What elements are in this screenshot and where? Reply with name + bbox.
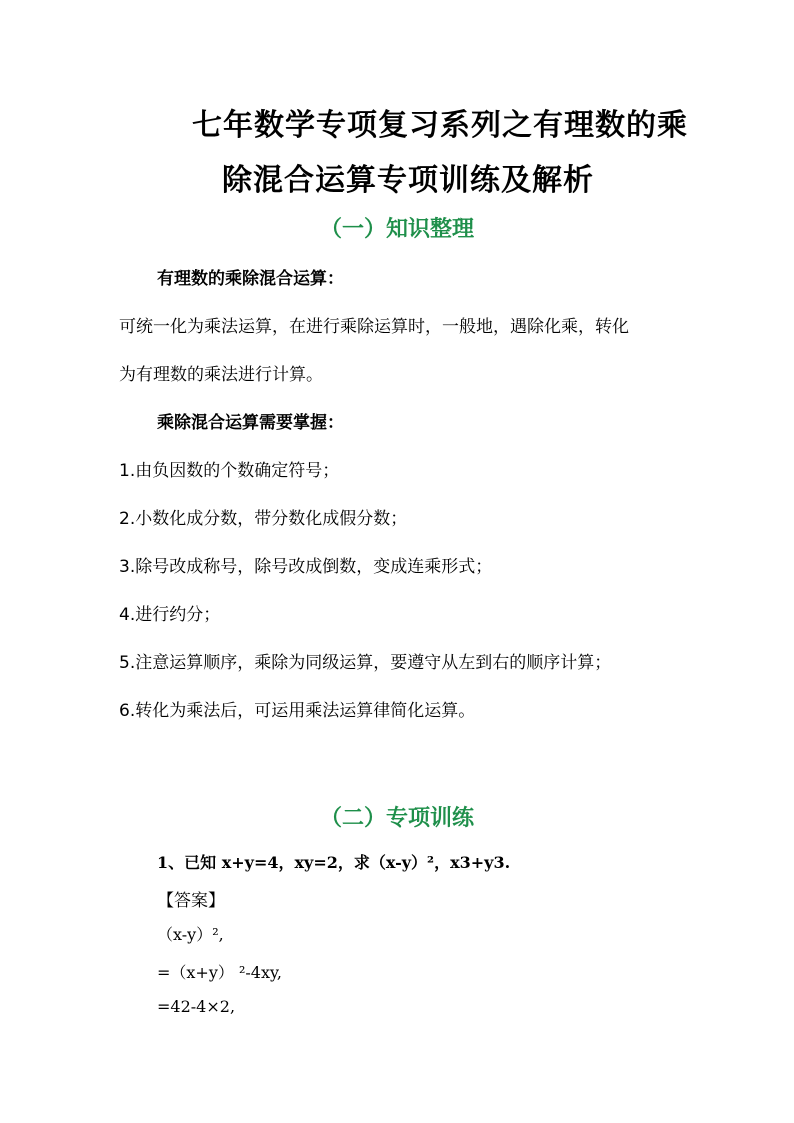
answer-label: 【答案】 bbox=[157, 891, 225, 911]
section-heading-training: （二）专项训练 bbox=[319, 805, 474, 831]
list-item: 2.小数化成分数，带分数化成假分数； bbox=[119, 509, 408, 529]
question-1: 1、已知 x+y=4，xy=2，求（x-y）²，x3+y3. bbox=[157, 853, 511, 872]
title-line-2: 除混合运算专项训练及解析 bbox=[222, 163, 594, 198]
answer-line: （x-y）², bbox=[157, 925, 224, 944]
paragraph-line-1: 可统一化为乘法运算，在进行乘除运算时，一般地，遇除化乘，转化 bbox=[119, 317, 629, 337]
answer-line: =（x+y） ²-4xy, bbox=[157, 963, 282, 982]
paragraph-line-2: 为有理数的乘法进行计算。 bbox=[119, 365, 323, 385]
answer-line: =42-4×2, bbox=[157, 997, 236, 1016]
subheading-mixed-operations: 有理数的乘除混合运算： bbox=[157, 269, 344, 289]
subheading-must-master: 乘除混合运算需要掌握： bbox=[157, 413, 344, 433]
list-item: 4.进行约分； bbox=[119, 605, 221, 625]
list-item: 1.由负因数的个数确定符号； bbox=[119, 461, 340, 481]
title-line-1: 七年数学专项复习系列之有理数的乘 bbox=[192, 108, 688, 143]
list-item: 3.除号改成称号，除号改成倒数，变成连乘形式； bbox=[119, 557, 493, 577]
list-item: 5.注意运算顺序，乘除为同级运算，要遵守从左到右的顺序计算； bbox=[119, 653, 612, 673]
list-item: 6.转化为乘法后，可运用乘法运算律简化运算。 bbox=[119, 701, 476, 721]
section-heading-knowledge: （一）知识整理 bbox=[319, 216, 474, 242]
